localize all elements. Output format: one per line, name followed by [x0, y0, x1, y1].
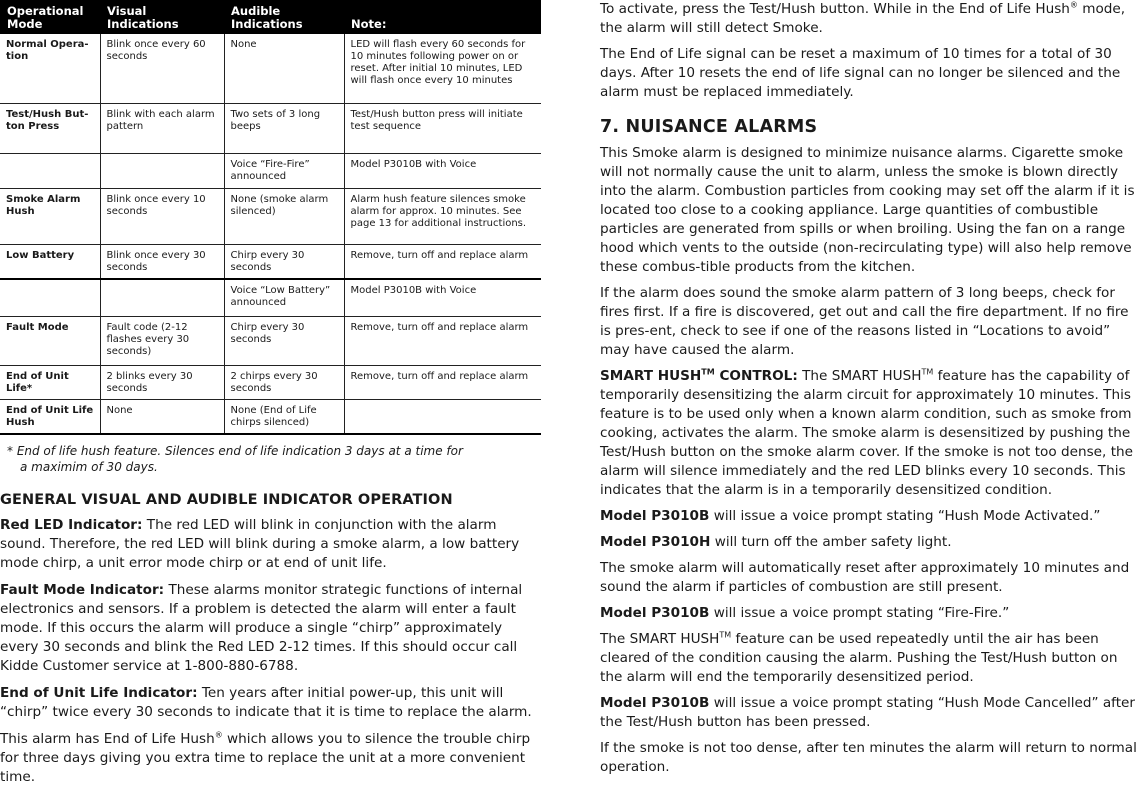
nuisance-paragraph: This Smoke alarm is designed to minimize nuisance alarms. Cigarette smoke will not normally cause the unit to alarm, unless the smoke is blown directly into the alarm. Combustion particles from cooking may set off the alarm if it is located too close to a cooking appliance. Large quantities of combustible particles are generated from spills or when broiling. Using the fan on a range hood which vents to the outside (non-recirculating type) will also help remove these combus-tible products from the kitchen.	[600, 145, 1135, 275]
model-p3010b-fire-paragraph	[600, 604, 1143, 623]
table-cell: Low Battery	[0, 245, 100, 280]
table-cell: Fault Mode	[0, 317, 100, 366]
model-p3010h-paragraph	[600, 533, 1143, 552]
table-cell: Blink once every 10 seconds	[100, 189, 224, 245]
table-cell: Blink once every 30 seconds	[100, 245, 224, 280]
table-footnote	[7, 443, 541, 475]
activate-paragraph	[600, 0, 1143, 38]
table-row	[0, 189, 541, 245]
auto-reset-paragraph: The smoke alarm will automatically reset after approximately 10 minutes and sound the alarm if particles of combustion are still present.	[600, 560, 1130, 595]
eol-hush-paragraph	[0, 730, 541, 787]
normal-operation-paragraph: If the smoke is not too dense, after ten minutes the alarm will return to normal operation.	[600, 740, 1137, 775]
fault-mode-paragraph	[0, 581, 541, 676]
table-cell: Model P3010B with Voice	[344, 154, 541, 189]
registered-mark: ®	[1069, 0, 1078, 10]
nuisance-alarms-heading: 7. NUISANCE ALARMS	[600, 117, 818, 137]
table-cell	[344, 400, 541, 435]
alarm-sounds-paragraph: If the alarm does sound the smoke alarm pattern of 3 long beeps, check for fires first. If a fire is discovered, get out and call the fire department. If no fire is pres-ent, check to see if one of the reasons listed in “Locations to avoid” may have caused the alarm.	[600, 285, 1129, 358]
table-cell: Two sets of 3 long beeps	[224, 104, 344, 154]
indicator-table	[0, 0, 541, 435]
footnote-line: * End of life hush feature. Silences end of life indication 3 days at a time for	[7, 444, 463, 458]
paragraph-text: feature has the capability of temporarily desensitizing the alarm circuit for approximately 10 minutes. This feature is to be used only when a known alarm condition, such as smoke from cooking, activates the alarm. The smoke alarm is desensitized by pushing the Test/Hush button on the smoke alarm cover. If the smoke is not too dense, the alarm will silence immediately and the red LED blinks every 10 seconds. This indicates that the alarm is in a temporarily desensitized condition.	[600, 368, 1134, 498]
table-row	[0, 34, 541, 104]
section-heading: GENERAL VISUAL AND AUDIBLE INDICATOR OPERATION	[0, 492, 453, 508]
table-cell: End of Unit Life Hush	[0, 400, 100, 435]
model-p3010b-cancel-paragraph	[600, 694, 1143, 732]
model-label: Model P3010B	[600, 508, 710, 524]
table-cell: Remove, turn off and replace alarm	[344, 245, 541, 280]
table-cell: Smoke Alarm Hush	[0, 189, 100, 245]
table-cell: None (End of Life chirps silenced)	[224, 400, 344, 435]
table-cell: End of Unit Life*	[0, 366, 100, 400]
table-row	[0, 317, 541, 366]
model-label: Model P3010B	[600, 695, 710, 711]
paragraph-text: The SMART HUSH	[600, 631, 720, 647]
model-p3010b-hush-paragraph	[600, 507, 1143, 526]
model-label: Model P3010B	[600, 605, 710, 621]
table-cell: 2 chirps every 30 seconds	[224, 366, 344, 400]
paragraph-label: Red LED Indicator:	[0, 517, 143, 533]
header-note: Note:	[351, 17, 387, 31]
paragraph-text: The red LED will blink in conjunction with the alarm sound. Therefore, the red LED will blink during a smoke alarm, a low battery mode chirp, a unit error mode chirp or at end of unit life.	[0, 517, 520, 571]
table-row	[0, 245, 541, 280]
paragraph-text: Ten years after initial power-up, this unit will “chirp” twice every 30 seconds to indicate that it is time to replace the alarm.	[0, 685, 532, 720]
table-cell: Normal Opera-tion	[0, 34, 100, 104]
table-cell: Chirp every 30 seconds	[224, 317, 344, 366]
header-audible-indications: Audible Indications	[231, 4, 303, 31]
paragraph-text: The SMART HUSH	[797, 368, 922, 384]
table-cell: Model P3010B with Voice	[344, 279, 541, 317]
reset-limit-paragraph: The End of Life signal can be reset a maximum of 10 times for a total of 30 days. After 10 resets the end of life signal can no longer be silenced and the alarm must be replaced immediately.	[600, 46, 1121, 100]
table-cell: LED will flash every 60 seconds for 10 minutes following power on or reset. After initial 10 minutes, LED will flash once every 10 minutes	[344, 34, 541, 104]
repeated-use-paragraph	[600, 630, 1143, 687]
table-cell: Test/Hush button press will initiate test sequence	[344, 104, 541, 154]
paragraph-text: feature can be used repeatedly until the air has been cleared of the condition causing the alarm. Pushing the Test/Hush button on the alarm will end the temporarily desensitized period.	[600, 631, 1118, 685]
table-cell	[0, 279, 100, 317]
right-column	[600, 0, 1143, 784]
table-cell: Voice “Low Battery” announced	[224, 279, 344, 317]
paragraph-text: will issue a voice prompt stating “Fire-Fire.”	[709, 605, 1010, 621]
paragraph-label: Fault Mode Indicator:	[0, 582, 165, 598]
table-cell: Blink with each alarm pattern	[100, 104, 224, 154]
paragraph-label: End of Unit Life Indicator:	[0, 685, 198, 701]
paragraph-text: To activate, press the Test/Hush button. While in the End of Life Hush	[600, 1, 1070, 17]
table-cell	[100, 279, 224, 317]
table-cell: Fault code (2-12 flashes every 30 seconds)	[100, 317, 224, 366]
registered-mark: ®	[214, 730, 223, 740]
paragraph-text: will turn off the amber safety light.	[710, 534, 952, 550]
paragraph-text: This alarm has End of Life Hush	[0, 731, 215, 747]
table-cell: Remove, turn off and replace alarm	[344, 317, 541, 366]
table-cell: Voice “Fire-Fire” announced	[224, 154, 344, 189]
header-operational-mode: Operational Mode	[7, 4, 84, 31]
table-cell: None (smoke alarm silenced)	[224, 189, 344, 245]
table-cell: Blink once every 60 seconds	[100, 34, 224, 104]
table-cell: 2 blinks every 30 seconds	[100, 366, 224, 400]
table-cell: None	[224, 34, 344, 104]
table-row	[0, 154, 541, 189]
table-cell: None	[100, 400, 224, 435]
header-visual-indications: Visual Indications	[107, 4, 179, 31]
paragraph-text: will issue a voice prompt stating “Hush Mode Cancelled” after the Test/Hush button has been pressed.	[600, 695, 1136, 730]
table-cell	[0, 154, 100, 189]
table-row	[0, 366, 541, 400]
left-column	[0, 0, 541, 795]
footnote-line: a maximim of 30 days.	[20, 460, 158, 474]
trademark-mark: TM	[701, 367, 715, 377]
trademark-mark: TM	[921, 367, 934, 377]
table-header-row	[0, 0, 541, 34]
smart-hush-paragraph	[600, 367, 1143, 500]
table-row	[0, 104, 541, 154]
model-label: Model P3010H	[600, 534, 711, 550]
table-cell: Remove, turn off and replace alarm	[344, 366, 541, 400]
table-cell: Alarm hush feature silences smoke alarm for approx. 10 minutes. See page 13 for additional instructions.	[344, 189, 541, 245]
table-row	[0, 279, 541, 317]
table-cell: Chirp every 30 seconds	[224, 245, 344, 280]
table-cell	[100, 154, 224, 189]
table-cell: Test/Hush But-ton Press	[0, 104, 100, 154]
trademark-mark: TM	[719, 630, 732, 640]
paragraph-label: SMART HUSH™ CONTROL:	[600, 367, 798, 384]
paragraph-text: mode, the alarm will still detect Smoke.	[600, 1, 1126, 36]
red-led-paragraph	[0, 516, 541, 573]
paragraph-text: These alarms monitor strategic functions of internal electronics and sensors. If a problem is detected the alarm will enter a fault mode. If this occurs the alarm will produce a single “chirp” approximately every 30 seconds and blink the Red LED 2-12 times. If this should occur call Kidde Customer service at 1-800-880-6788.	[0, 582, 523, 674]
paragraph-text: which allows you to silence the trouble chirp for three days giving you extra time to replace the unit at a more convenient time.	[0, 731, 531, 785]
table-row	[0, 400, 541, 435]
end-of-life-paragraph	[0, 684, 541, 722]
paragraph-text: will issue a voice prompt stating “Hush Mode Activated.”	[709, 508, 1101, 524]
